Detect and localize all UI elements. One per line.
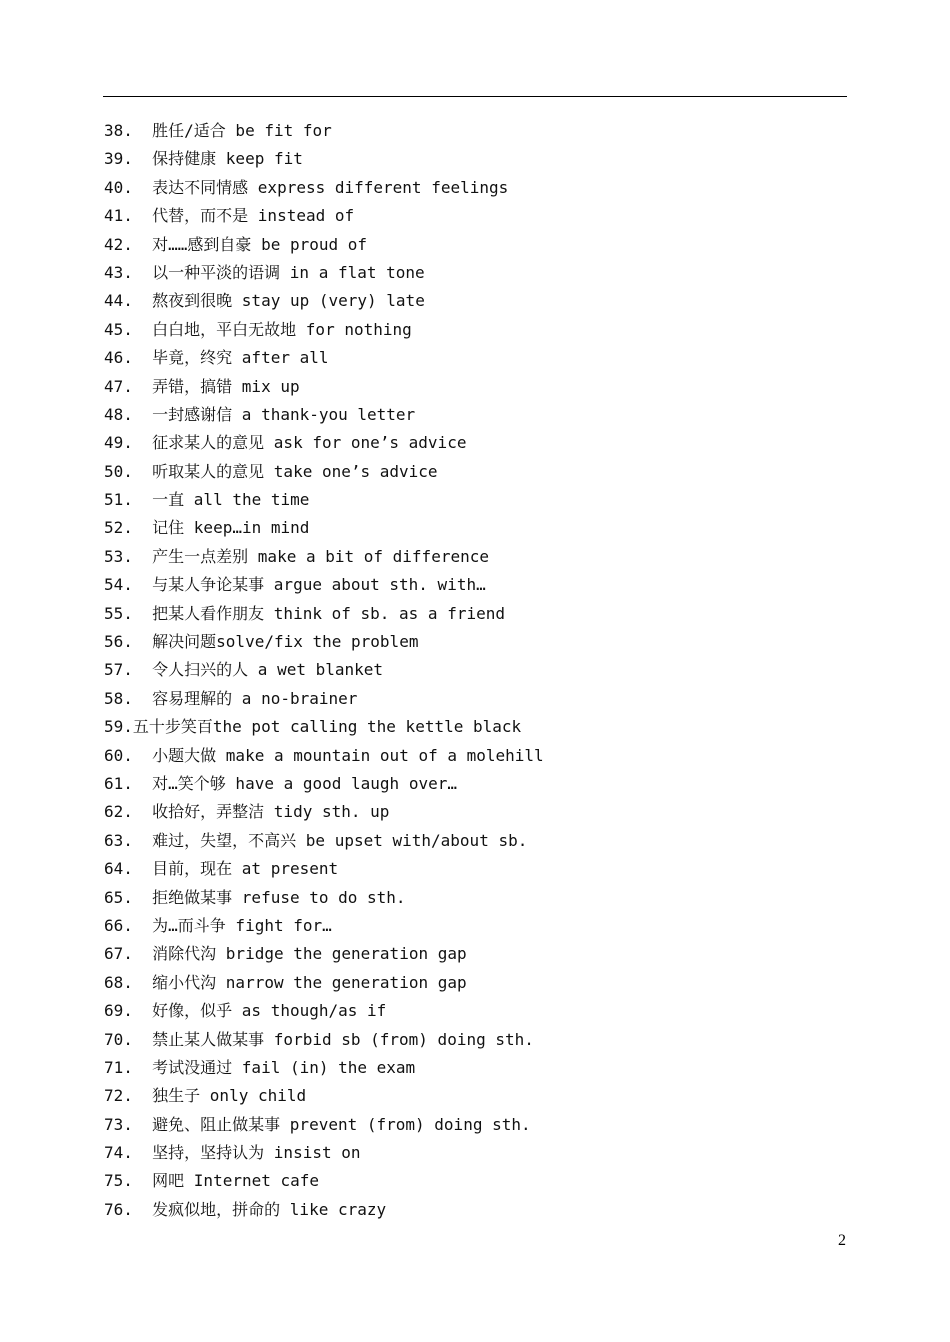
list-item: 73. 避免、阻止做某事 prevent (from) doing sth. [104,1114,531,1134]
list-item: 65. 拒绝做某事 refuse to do sth. [104,887,406,907]
list-item: 68. 缩小代沟 narrow the generation gap [104,972,467,992]
page-number: 2 [838,1232,846,1249]
list-item: 39. 保持健康 keep fit [104,149,303,169]
list-item: 38. 胜任/适合 be fit for [104,121,332,140]
list-item: 67. 消除代沟 bridge the generation gap [104,944,467,964]
list-item: 42. 对……感到自豪 be proud of [104,234,368,254]
list-item: 57. 令人扫兴的人 a wet blanket [104,660,384,680]
list-item: 41. 代替，而不是 instead of [104,206,355,226]
phrase-list [104,117,544,1224]
header-rule [103,96,847,97]
list-item: 53. 产生一点差别 make a bit of difference [104,546,489,566]
list-item: 72. 独生子 only child [104,1086,307,1106]
list-item: 69. 好像，似乎 as though/as if [104,1001,387,1021]
list-item: 70. 禁止某人做某事 forbid sb (from) doing sth. [104,1029,534,1049]
list-item: 58. 容易理解的 a no-brainer [104,688,358,708]
list-item: 49. 征求某人的意见 ask for one’s advice [104,433,467,453]
list-item: 62. 收拾好，弄整洁 tidy sth. up [104,802,390,822]
list-item: 47. 弄错，搞错 mix up [104,376,300,396]
list-item: 48. 一封感谢信 a thank-you letter [104,404,416,424]
list-item: 52. 记住 keep…in mind [104,518,310,538]
list-item: 55. 把某人看作朋友 think of sb. as a friend [104,603,505,623]
list-item: 56. 解决问题solve/fix the problem [104,632,419,652]
list-item: 40. 表达不同情感 express different feelings [104,177,509,197]
list-item: 46. 毕竟，终究 after all [104,348,329,368]
list-item: 74. 坚持，坚持认为 insist on [104,1143,361,1163]
list-item: 43. 以一种平淡的语调 in a flat tone [104,262,425,282]
list-item: 61. 对…笑个够 have a good laugh over… [104,773,457,793]
list-item: 59.五十步笑百the pot calling the kettle black [104,717,522,737]
list-item: 75. 网吧 Internet cafe [104,1171,320,1191]
list-item: 76. 发疯似地，拼命的 like crazy [104,1199,387,1219]
list-item: 71. 考试没通过 fail (in) the exam [104,1057,416,1077]
list-item: 44. 熬夜到很晚 stay up (very) late [104,291,425,311]
list-item: 63. 难过，失望，不高兴 be upset with/about sb. [104,830,528,850]
list-item: 60. 小题大做 make a mountain out of a molehill [104,745,544,765]
list-item: 51. 一直 all the time [104,490,310,510]
list-item: 64. 目前，现在 at present [104,859,339,879]
list-item: 50. 听取某人的意见 take one’s advice [104,461,438,481]
list-item: 45. 白白地，平白无故地 for nothing [104,319,412,339]
list-item: 54. 与某人争论某事 argue about sth. with… [104,575,486,595]
list-item: 66. 为…而斗争 fight for… [104,915,332,935]
